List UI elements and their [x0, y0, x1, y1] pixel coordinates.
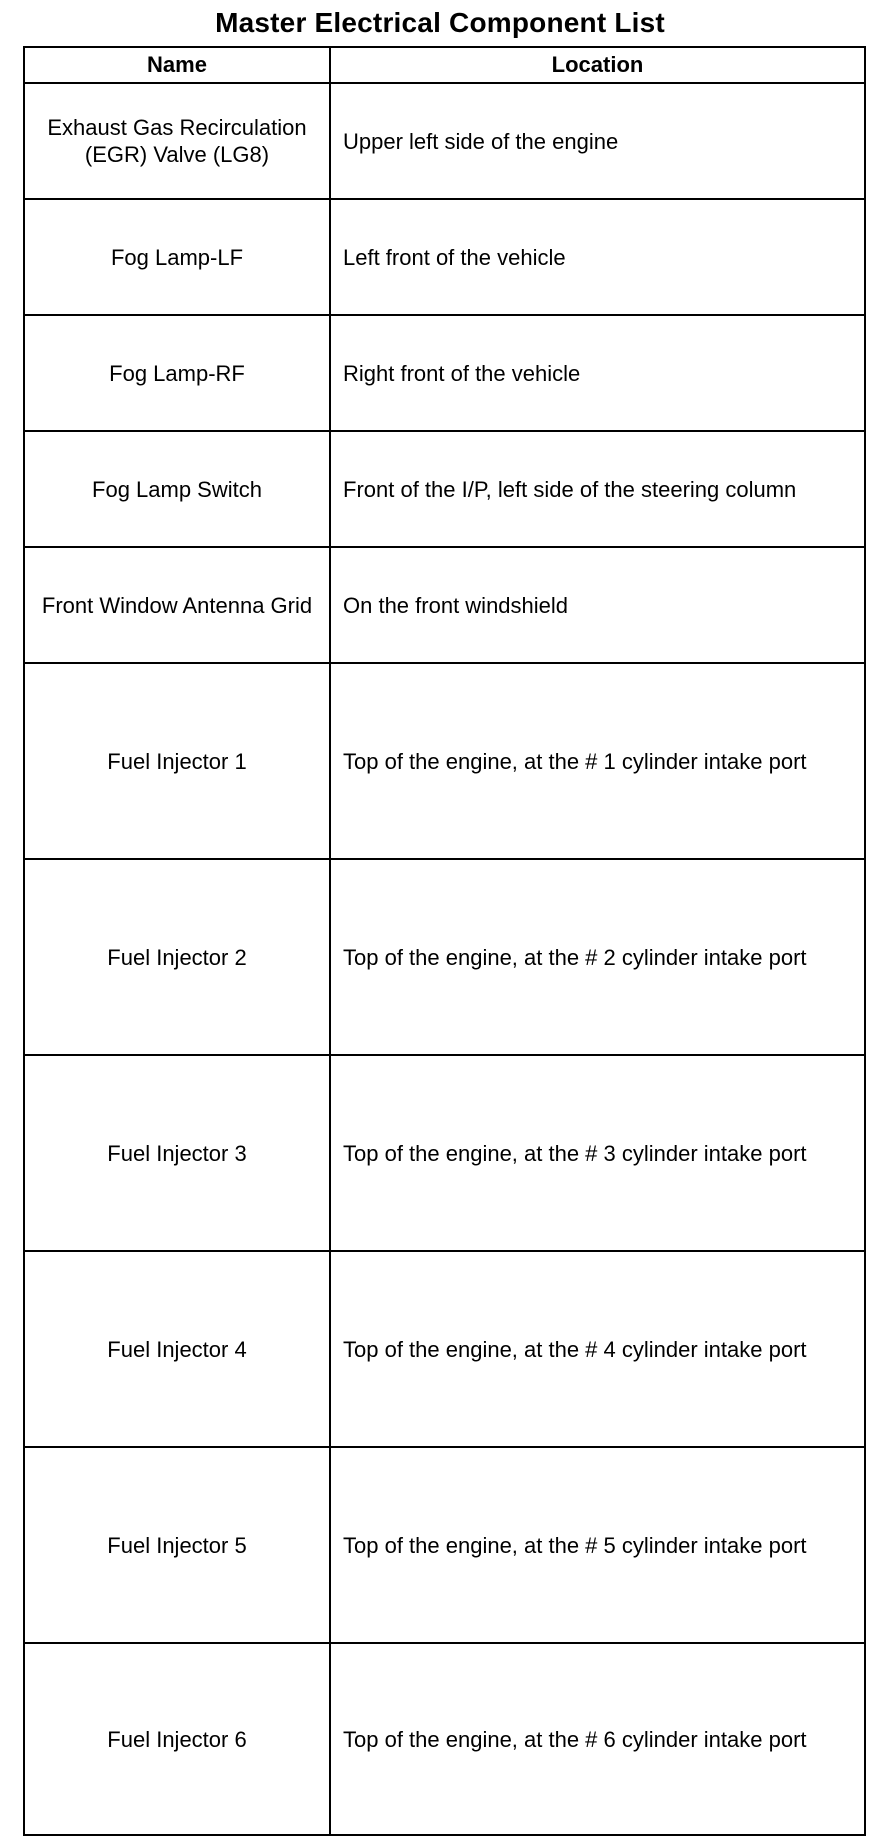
column-header-location: Location [551, 52, 644, 77]
component-table [23, 46, 866, 1836]
component-location: Top of the engine, at the # 5 cylinder intake port [343, 1532, 807, 1558]
table-row [25, 84, 864, 200]
table-row [25, 664, 864, 860]
table-row [25, 1252, 864, 1448]
component-name: Fuel Injector 4 [25, 1252, 331, 1446]
page-title: Master Electrical Component List [215, 7, 665, 38]
component-location: Right front of the vehicle [343, 360, 581, 386]
component-name: Exhaust Gas Recirculation (EGR) Valve (LG8) [25, 84, 331, 198]
component-name: Fuel Injector 3 [25, 1056, 331, 1250]
table-row [25, 1056, 864, 1252]
component-location: Top of the engine, at the # 1 cylinder intake port [343, 748, 807, 774]
component-location: Top of the engine, at the # 6 cylinder intake port [343, 1726, 807, 1752]
table-header [25, 48, 864, 84]
component-name: Fog Lamp-RF [25, 316, 331, 430]
table-row [25, 432, 864, 548]
table-row [25, 1644, 864, 1834]
component-location: Front of the I/P, left side of the steering column [343, 476, 797, 502]
component-name: Fuel Injector 2 [25, 860, 331, 1054]
table-row [25, 548, 864, 664]
component-name: Fuel Injector 5 [25, 1448, 331, 1642]
component-name: Fog Lamp-LF [25, 200, 331, 314]
component-location: Top of the engine, at the # 2 cylinder intake port [343, 944, 807, 970]
component-location: Upper left side of the engine [343, 128, 619, 154]
table-row [25, 316, 864, 432]
table-row [25, 200, 864, 316]
table-row [25, 1448, 864, 1644]
component-location: Top of the engine, at the # 4 cylinder intake port [343, 1336, 807, 1362]
component-location: Left front of the vehicle [343, 244, 566, 270]
component-location: On the front windshield [343, 592, 569, 618]
component-name: Fuel Injector 1 [25, 664, 331, 858]
component-name: Front Window Antenna Grid [25, 548, 331, 662]
column-header-name: Name [25, 48, 331, 82]
component-name: Fuel Injector 6 [25, 1644, 331, 1834]
table-row [25, 860, 864, 1056]
component-name: Fog Lamp Switch [25, 432, 331, 546]
component-location: Top of the engine, at the # 3 cylinder intake port [343, 1140, 807, 1166]
